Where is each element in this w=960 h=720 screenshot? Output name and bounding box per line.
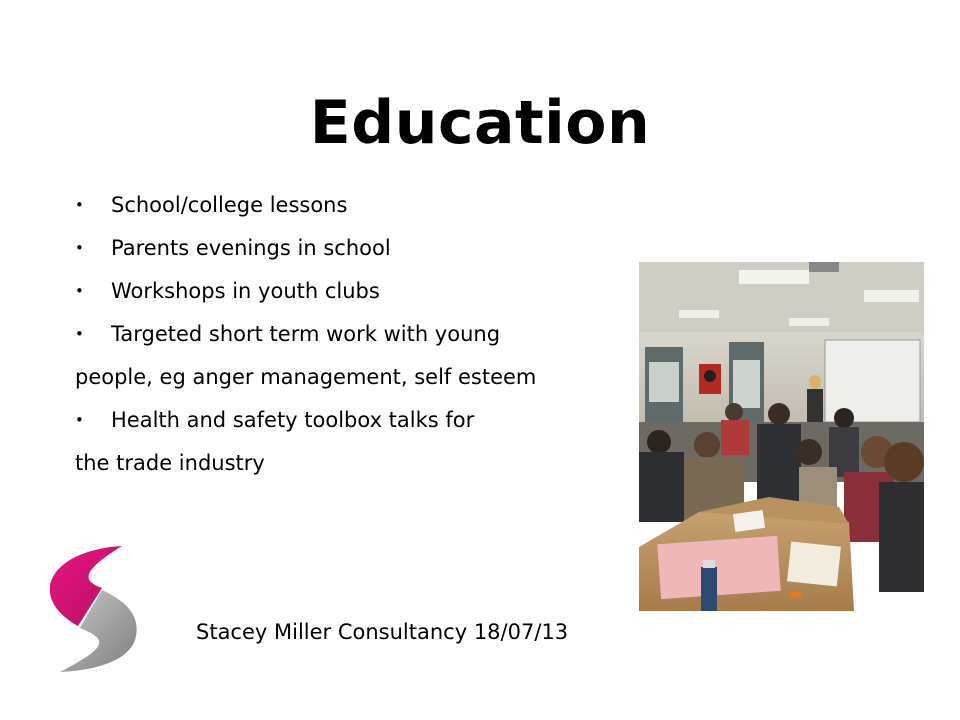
footer-text: Stacey Miller Consultancy 18/07/13 — [196, 620, 569, 644]
s-logo-icon — [46, 544, 140, 674]
bullet-item: • Health and safety toolbox talks for — [75, 399, 635, 442]
bullet-list — [75, 184, 635, 485]
bullet-item: • Workshops in youth clubs — [75, 270, 635, 313]
bullet-continuation: the trade industry — [75, 451, 265, 475]
slide-title: Education — [309, 88, 651, 158]
classroom-photo — [639, 262, 924, 611]
bullet-item: • Targeted short term work with young — [75, 313, 635, 356]
bullet-item: • Parents evenings in school — [75, 227, 635, 270]
bullet-item: • School/college lessons — [75, 184, 635, 227]
bullet-continuation: people, eg anger management, self esteem — [75, 365, 537, 389]
